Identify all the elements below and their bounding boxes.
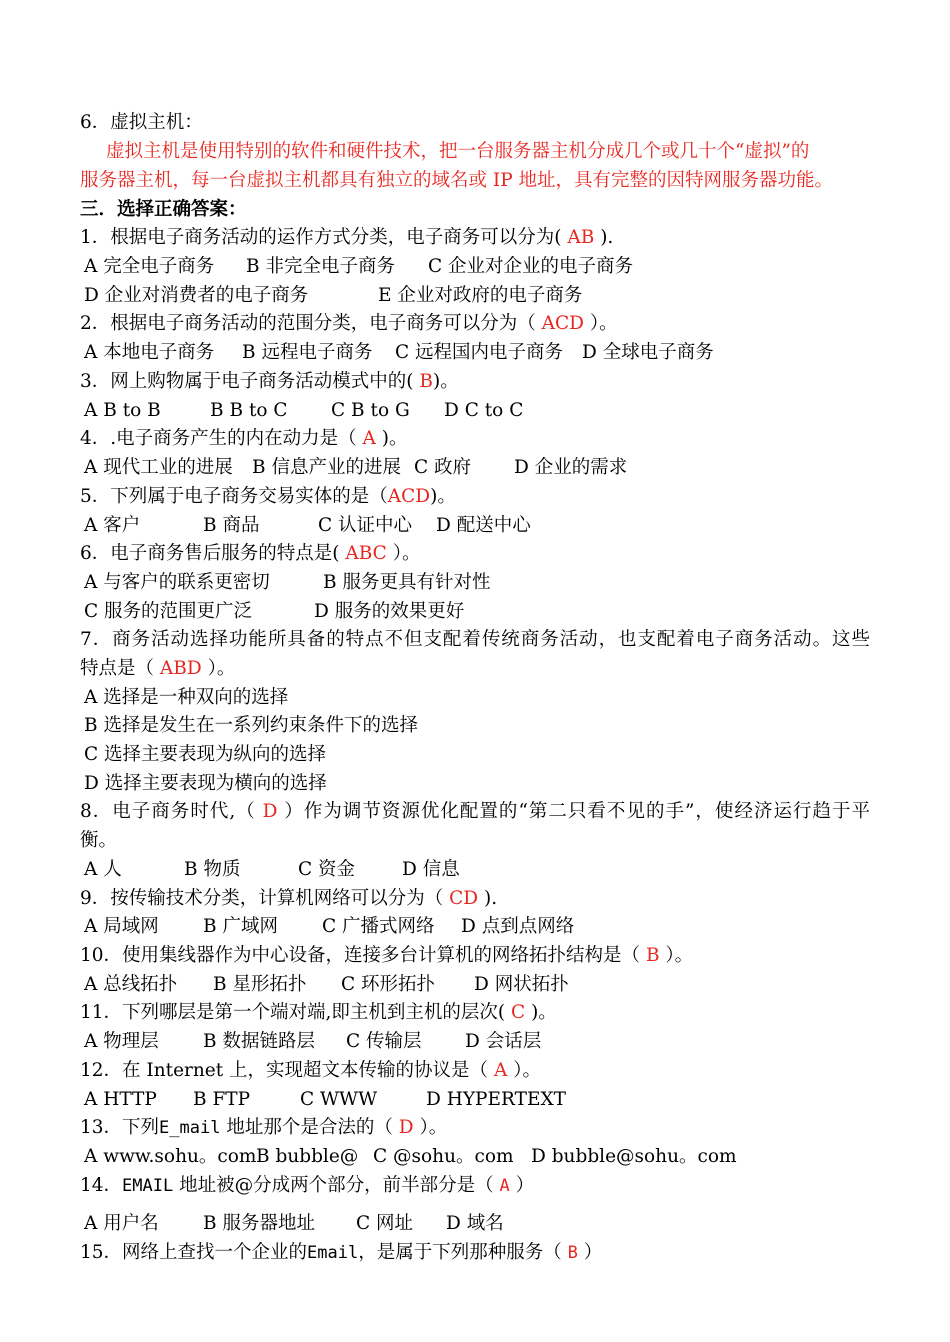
- option: D 选择主要表现为横向的选择: [84, 773, 327, 794]
- option: C 传输层: [346, 1031, 422, 1052]
- option: B 服务器地址: [203, 1213, 315, 1234]
- question-text-end: ）: [509, 1175, 535, 1196]
- option: A HTTP: [84, 1089, 157, 1110]
- question-4: [80, 427, 408, 451]
- answer: A: [499, 1176, 510, 1196]
- option: B 数据链路层: [203, 1031, 315, 1052]
- answer: A: [493, 1060, 508, 1081]
- question-text: 9．按传输技术分类，计算机网络可以分为（: [80, 888, 450, 909]
- option: D 会话层: [465, 1031, 542, 1052]
- option: B 服务更具有针对性: [323, 572, 491, 593]
- option: A 现代工业的进展: [84, 457, 233, 478]
- option: C 远程国内电子商务: [395, 342, 564, 363]
- question-text: 8．电子商务时代,（: [80, 801, 263, 822]
- option: B 选择是发生在一系列约束条件下的选择: [84, 715, 418, 736]
- answer: ABD: [159, 658, 202, 679]
- question-14: [80, 1174, 534, 1198]
- option: A 本地电子商务: [84, 342, 215, 363]
- answer: ABC: [339, 543, 387, 564]
- question-text: 10．使用集线器作为中心设备，连接多台计算机的网络拓扑结构是（: [80, 945, 646, 966]
- option: C @sohu。com: [373, 1146, 514, 1167]
- option: B 非完全电子商务: [246, 256, 395, 277]
- question-text-cont: ，是属于下列那种服务（: [358, 1242, 568, 1263]
- option: B 广域网: [203, 916, 278, 937]
- question-text-end: ）。: [584, 313, 618, 334]
- answer: B: [413, 371, 433, 392]
- answer: B: [645, 945, 660, 966]
- question-text-cont: 地址被@分成两个部分，前半部分是（: [173, 1175, 500, 1196]
- question-text: 4．.电子商务产生的内在动力是（: [80, 428, 363, 449]
- question-12: [80, 1059, 541, 1083]
- option: B bubble@: [256, 1146, 359, 1167]
- option: D 信息: [402, 859, 460, 880]
- option: C 资金: [298, 859, 356, 880]
- option: B FTP: [193, 1089, 251, 1110]
- question-text-end: )。: [430, 486, 456, 507]
- option: A www.sohu。com: [84, 1146, 257, 1167]
- answer: D: [398, 1117, 414, 1138]
- option: D 全球电子商务: [582, 342, 714, 363]
- option: C 认证中心: [318, 515, 413, 536]
- option: C B to G: [331, 400, 410, 421]
- question-13: [80, 1116, 447, 1140]
- question-text: 特点是（: [80, 658, 160, 679]
- question-6: [80, 542, 420, 566]
- question-text-end: )。: [525, 1002, 557, 1023]
- option: A 局域网: [84, 916, 159, 937]
- option: A 物理层: [84, 1031, 159, 1052]
- option: C 环形拓扑: [341, 974, 436, 995]
- option: B B to C: [210, 400, 288, 421]
- question-text: 11．下列哪层是第一个端对端,即主机到主机的层次(: [80, 1002, 506, 1023]
- option: D C to C: [444, 400, 524, 421]
- question-keyword: E_mail: [159, 1118, 221, 1138]
- question-text-end: ）。: [659, 945, 694, 966]
- question-2: [80, 312, 618, 336]
- answer: AB: [561, 227, 601, 248]
- option: A 选择是一种双向的选择: [84, 687, 289, 708]
- option: D 服务的效果更好: [314, 601, 465, 622]
- option: D 点到点网络: [461, 916, 575, 937]
- question-text-end: ）。: [413, 1117, 448, 1138]
- question-1: [80, 226, 613, 250]
- option: A 人: [84, 859, 122, 880]
- option: D 配送中心: [436, 515, 531, 536]
- answer: A: [362, 428, 376, 449]
- question-text-end: ）作为调节资源优化配置的“第二只看不见的手”，使经济运行趋于平: [277, 801, 870, 822]
- option: D 企业的需求: [514, 457, 628, 478]
- option: A 完全电子商务: [84, 256, 215, 277]
- answer: C: [505, 1002, 526, 1023]
- virtual-host-paragraph-line2: 服务器主机，每一台虚拟主机都具有独立的域名或 IP 地址，具有完整的因特网服务器功能。: [80, 170, 834, 191]
- section-3-title: 三．选择正确答案：: [80, 199, 247, 220]
- option: A B to B: [84, 400, 161, 421]
- option: C 网址: [356, 1213, 414, 1234]
- question-text: 15．网络上查找一个企业的: [80, 1242, 308, 1263]
- virtual-host-paragraph-line1: 虚拟主机是使用特别的软件和硬件技术，把一台服务器主机分成几个或几十个“虚拟”的: [106, 141, 810, 162]
- option: A 用户名: [84, 1213, 159, 1234]
- option: C 选择主要表现为纵向的选择: [84, 744, 327, 765]
- question-9: [80, 887, 497, 911]
- question-text-end: ).: [478, 888, 498, 909]
- answer: D: [262, 801, 278, 822]
- question-15: [80, 1241, 602, 1265]
- option: C 服务的范围更广泛: [84, 601, 253, 622]
- question-text: 5．下列属于电子商务交易实体的是（: [80, 486, 388, 507]
- answer: ACD: [541, 313, 585, 334]
- option: B 商品: [203, 515, 260, 536]
- question-8-line1: [80, 800, 870, 824]
- option: E 企业对政府的电子商务: [378, 285, 583, 306]
- question-11: [80, 1001, 557, 1025]
- question-7-line2: [80, 657, 235, 681]
- option: C 企业对企业的电子商务: [428, 256, 634, 277]
- question-text: 6．电子商务售后服务的特点是(: [80, 543, 340, 564]
- question-text-end: )。: [375, 428, 408, 449]
- option: B 物质: [184, 859, 241, 880]
- answer: B: [567, 1243, 578, 1263]
- question-text-end: ).: [600, 227, 614, 248]
- answer: ACD: [387, 486, 431, 507]
- question-text: 1．根据电子商务活动的运作方式分类，电子商务可以分为(: [80, 227, 562, 248]
- question-7-line1: 7．商务活动选择功能所具备的特点不但支配着传统商务活动，也支配着电子商务活动。这些: [80, 629, 870, 650]
- question-3: [80, 370, 459, 394]
- option: D 企业对消费者的电子商务: [84, 285, 309, 306]
- option: B 远程电子商务: [242, 342, 373, 363]
- question-text-end: )。: [432, 371, 459, 392]
- section-6-heading: 6．虚拟主机：: [80, 112, 203, 133]
- option: C 政府: [414, 457, 472, 478]
- option: D 域名: [446, 1213, 504, 1234]
- option: B 信息产业的进展: [252, 457, 401, 478]
- option: D 网状拓扑: [474, 974, 569, 995]
- option: A 与客户的联系更密切: [84, 572, 270, 593]
- question-text: 14．: [80, 1175, 123, 1196]
- question-keyword: EMAIL: [122, 1176, 174, 1196]
- question-text: 13．下列: [80, 1117, 160, 1138]
- question-text-end: ）: [577, 1242, 603, 1263]
- question-10: [80, 944, 693, 968]
- question-5: [80, 485, 456, 509]
- option: C WWW: [300, 1089, 378, 1110]
- question-text: 2．根据电子商务活动的范围分类，电子商务可以分为（: [80, 313, 542, 334]
- option: D bubble@sohu。com: [531, 1146, 737, 1167]
- question-text-end: ）。: [201, 658, 236, 679]
- answer: CD: [449, 888, 479, 909]
- option: A 总线拓扑: [84, 974, 178, 995]
- question-text-end: ）。: [507, 1060, 541, 1081]
- question-keyword: Email: [307, 1243, 359, 1263]
- question-text-cont: 地址那个是合法的（: [220, 1117, 399, 1138]
- question-text: 12．在 Internet 上，实现超文本传输的协议是（: [80, 1060, 494, 1081]
- option: D HYPERTEXT: [426, 1089, 566, 1110]
- question-text-end: ）。: [386, 543, 421, 564]
- question-text: 3．网上购物属于电子商务活动模式中的(: [80, 371, 414, 392]
- option: B 星形拓扑: [213, 974, 307, 995]
- question-8-line2: 衡。: [80, 830, 118, 851]
- option: C 广播式网络: [322, 916, 435, 937]
- option: A 客户: [84, 515, 141, 536]
